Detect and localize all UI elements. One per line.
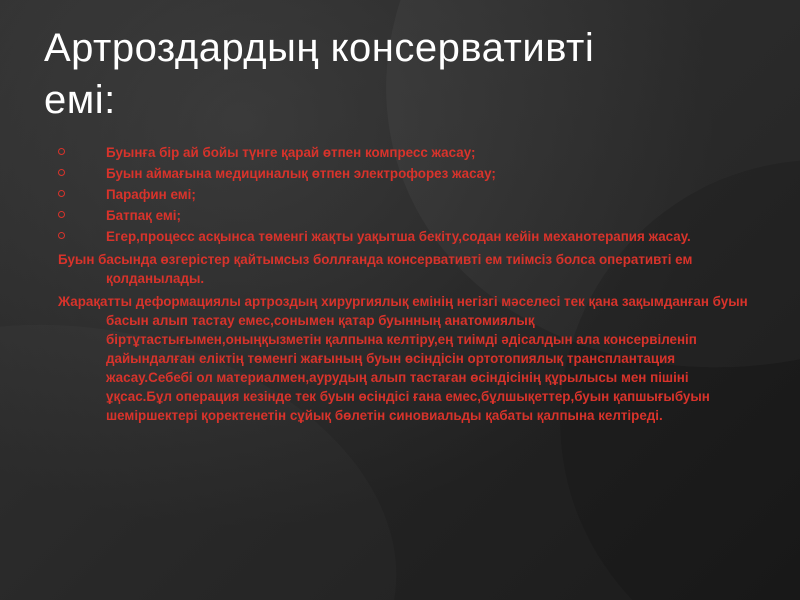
bullet-text: Буын аймағына медициналық өтпен электрофорез жасау; <box>106 166 496 181</box>
paragraph-conservative-ineffective: Буын басында өзгерістер қайтымсыз боллғанда консервативті ем тиімсіз болса оперативті ем қолданылады. <box>58 252 693 286</box>
bullet-item <box>58 185 748 204</box>
slide-title <box>44 22 764 126</box>
bullet-text: Буынға бір ай бойы түнге қарай өтпен компресс жасау; <box>106 145 476 160</box>
bullet-item <box>58 143 748 162</box>
slide-body <box>58 143 748 425</box>
paragraph-surgical-treatment: Жарақатты деформациялы артроздың хирургиялық емінің негізгі мәселесі тек қана зақымданған буын басын алып тастау емес,сонымен қатар буынның анатомиялық біртұтастығымен,оныңқызметін қалпына келтіру,ең тиімді әдісалдын ала консервіленіп дайындалған еліктің төменгі жағының буын өсіндісін ортотопиялық трансплантация жасау.Себебі ол материалмен,аурудың алып тастаған өсіндісінің құрылысы мен пішіні ұқсас.Бұл операция кезінде тек буын өсіндісі ғана емес,бұлшықеттер,буын қапшығыбуын шеміршектері қоректенетін сұйық бөлетін синовиальды қабаты қалпына келтіреді. <box>58 294 748 423</box>
bullet-item <box>58 206 748 225</box>
bullet-text: Парафин емі; <box>106 187 196 202</box>
circle-bullet-icon <box>58 190 65 197</box>
circle-bullet-icon <box>58 211 65 218</box>
title-line-2: емі: <box>44 78 116 122</box>
bullet-list <box>58 143 748 246</box>
circle-bullet-icon <box>58 148 65 155</box>
title-line-1: Артроздардың консервативті <box>44 26 595 70</box>
circle-bullet-icon <box>58 232 65 239</box>
circle-bullet-icon <box>58 169 65 176</box>
bullet-item <box>58 227 748 246</box>
bullet-item <box>58 164 748 183</box>
bullet-text: Батпақ емі; <box>106 208 181 223</box>
bullet-text: Егер,процесс асқынса төменгі жақты уақытша бекіту,содан кейін механотерапия жасау. <box>106 229 691 244</box>
